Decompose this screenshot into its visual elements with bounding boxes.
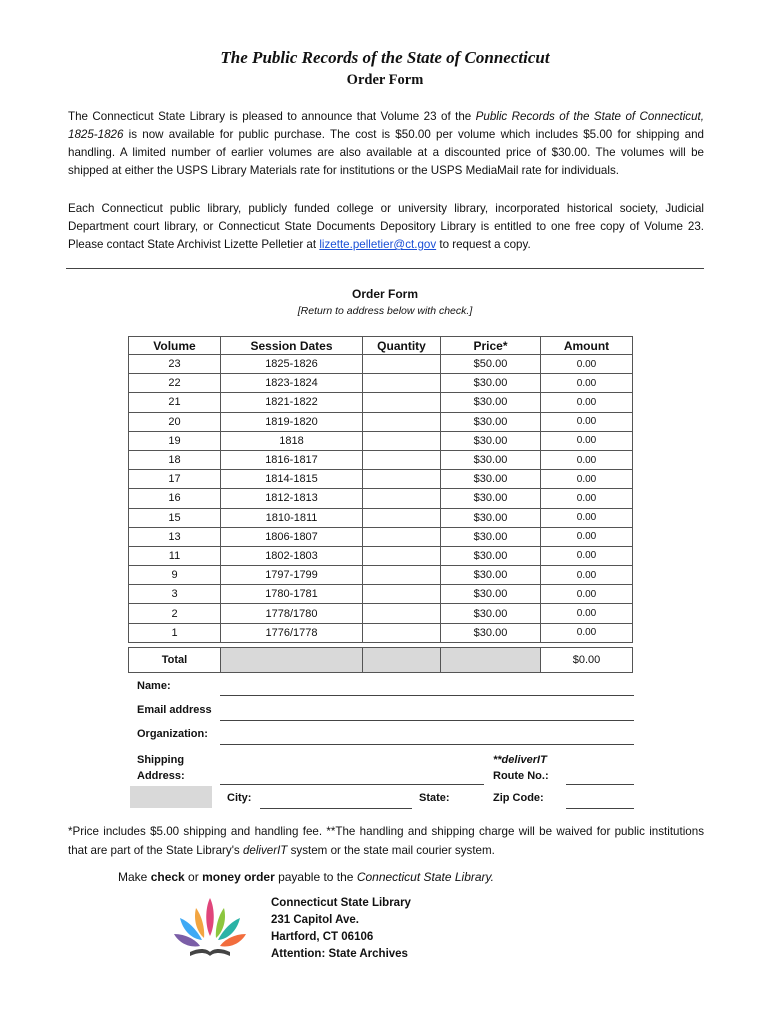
intro-paragraph-1 xyxy=(68,108,704,180)
quantity-cell[interactable] xyxy=(363,623,441,642)
amount-cell: 0.00 xyxy=(541,412,633,431)
email-label: Email address xyxy=(137,704,212,716)
quantity-cell[interactable] xyxy=(363,566,441,585)
price-cell: $30.00 xyxy=(441,489,541,508)
deliverit-name: deliverIT xyxy=(242,844,288,857)
amount-cell: 0.00 xyxy=(541,527,633,546)
amount-cell: 0.00 xyxy=(541,450,633,469)
shipping-address-field[interactable] xyxy=(220,784,484,785)
volume-cell: 1 xyxy=(129,623,221,642)
volume-cell: 19 xyxy=(129,431,221,450)
session-dates-cell: 1814-1815 xyxy=(221,470,363,489)
session-dates-cell: 1802-1803 xyxy=(221,546,363,565)
table-header-row xyxy=(129,337,633,355)
intro-paragraph-2 xyxy=(68,200,704,254)
price-cell: $30.00 xyxy=(441,374,541,393)
amount-cell: 0.00 xyxy=(541,489,633,508)
column-header-volume: Volume xyxy=(129,337,221,355)
intro-text: Each Connecticut public library, publicly funded college or university library, incorporated historical society, Judicial Department court library, or Connecticut State Documents Depository Library is entitled to one free copy of Volume 23. Please contact State Archivist Lizette Pelletier at xyxy=(68,202,704,251)
session-dates-cell: 1810-1811 xyxy=(221,508,363,527)
amount-cell: 0.00 xyxy=(541,623,633,642)
volume-cell: 3 xyxy=(129,585,221,604)
price-cell: $30.00 xyxy=(441,508,541,527)
name-field[interactable] xyxy=(220,695,634,696)
column-header-quantity: Quantity xyxy=(363,337,441,355)
address-line: Attention: State Archives xyxy=(271,948,408,960)
shipping-label-line: Shipping xyxy=(137,754,185,766)
order-form-note: [Return to address below with check.] xyxy=(297,305,473,317)
volume-cell: 17 xyxy=(129,470,221,489)
payable-text: Make xyxy=(118,870,151,884)
volume-cell: 18 xyxy=(129,450,221,469)
quantity-cell[interactable] xyxy=(363,393,441,412)
volume-cell: 20 xyxy=(129,412,221,431)
total-amount: $0.00 xyxy=(541,647,633,672)
price-cell: $30.00 xyxy=(441,546,541,565)
section-divider xyxy=(66,268,704,269)
document-title: The Public Records of the State of Connecticut xyxy=(220,48,550,67)
table-row xyxy=(129,374,633,393)
address-line: Connecticut State Library xyxy=(271,897,411,909)
volume-cell: 22 xyxy=(129,374,221,393)
footnote-text: *Price includes $5.00 shipping and handling fee. **The handling and shipping charge will be waived for public institutions that are part of the State Library's xyxy=(68,825,704,857)
order-form-heading: Order Form xyxy=(351,287,418,301)
shipping-label-line: Address: xyxy=(137,770,185,782)
deliverit-label-line: Route No.: xyxy=(493,770,549,782)
logo-petal xyxy=(206,898,214,936)
city-label: City: xyxy=(227,792,252,804)
route-number-field[interactable] xyxy=(566,784,634,785)
total-blank-cell xyxy=(221,647,363,672)
name-label: Name: xyxy=(137,680,171,692)
footnote xyxy=(68,822,704,860)
deliverit-label xyxy=(493,752,549,784)
state-library-logo xyxy=(172,896,248,962)
quantity-cell[interactable] xyxy=(363,508,441,527)
table-row xyxy=(129,393,633,412)
payable-instructions xyxy=(118,870,494,884)
quantity-cell[interactable] xyxy=(363,412,441,431)
quantity-cell[interactable] xyxy=(363,374,441,393)
footnote-text: system or the state mail courier system. xyxy=(287,844,495,857)
table-row xyxy=(129,450,633,469)
table-row xyxy=(129,355,633,374)
payable-text: or xyxy=(184,870,203,884)
volume-cell: 21 xyxy=(129,393,221,412)
price-cell: $50.00 xyxy=(441,355,541,374)
intro-text: The Connecticut State Library is pleased to announce that Volume 23 of the xyxy=(68,110,476,123)
session-dates-cell: 1780-1781 xyxy=(221,585,363,604)
volume-cell: 9 xyxy=(129,566,221,585)
quantity-cell[interactable] xyxy=(363,546,441,565)
zip-code-label: Zip Code: xyxy=(493,792,544,804)
table-row xyxy=(129,412,633,431)
quantity-cell[interactable] xyxy=(363,489,441,508)
amount-cell: 0.00 xyxy=(541,393,633,412)
logo-book xyxy=(190,949,230,956)
amount-cell: 0.00 xyxy=(541,508,633,527)
column-header-amount: Amount xyxy=(541,337,633,355)
zip-code-field[interactable] xyxy=(566,808,634,809)
volume-cell: 16 xyxy=(129,489,221,508)
amount-cell: 0.00 xyxy=(541,470,633,489)
intro-text: is now available for public purchase. The cost is $50.00 per volume which includes $5.00 for shipping and handling. A limited number of earlier volumes are also available at a discounted price of $30.00. The volumes will be shipped at either the USPS Library Materials rate for institutions or the USPS MediaMail rate for individuals. xyxy=(68,128,704,177)
address-line: 231 Capitol Ave. xyxy=(271,914,359,926)
volume-cell: 11 xyxy=(129,546,221,565)
session-dates-cell: 1825-1826 xyxy=(221,355,363,374)
document-subtitle: Order Form xyxy=(346,72,424,88)
intro-text: to request a copy. xyxy=(436,238,531,251)
price-cell: $30.00 xyxy=(441,412,541,431)
table-row xyxy=(129,585,633,604)
table-row xyxy=(129,508,633,527)
quantity-cell[interactable] xyxy=(363,450,441,469)
quantity-cell[interactable] xyxy=(363,527,441,546)
amount-cell: 0.00 xyxy=(541,374,633,393)
table-row xyxy=(129,470,633,489)
session-dates-cell: 1823-1824 xyxy=(221,374,363,393)
price-cell: $30.00 xyxy=(441,604,541,623)
session-dates-cell: 1818 xyxy=(221,431,363,450)
session-dates-cell: 1819-1820 xyxy=(221,412,363,431)
quantity-cell[interactable] xyxy=(363,431,441,450)
price-cell: $30.00 xyxy=(441,470,541,489)
price-cell: $30.00 xyxy=(441,566,541,585)
quantity-cell[interactable] xyxy=(363,604,441,623)
quantity-cell[interactable] xyxy=(363,470,441,489)
table-row xyxy=(129,604,633,623)
amount-cell: 0.00 xyxy=(541,546,633,565)
column-header-session-dates: Session Dates xyxy=(221,337,363,355)
session-dates-cell: 1776/1778 xyxy=(221,623,363,642)
total-label: Total xyxy=(129,647,221,672)
amount-cell: 0.00 xyxy=(541,604,633,623)
payable-text: payable to the xyxy=(274,870,357,884)
quantity-cell[interactable] xyxy=(363,355,441,374)
volume-cell: 13 xyxy=(129,527,221,546)
publication-title: Public Records of the State of Connecticut, 1825-1826 xyxy=(68,110,704,141)
amount-cell: 0.00 xyxy=(541,585,633,604)
price-cell: $30.00 xyxy=(441,527,541,546)
state-label: State: xyxy=(419,792,450,804)
volume-cell: 15 xyxy=(129,508,221,527)
price-cell: $30.00 xyxy=(441,393,541,412)
table-row xyxy=(129,623,633,642)
column-header-price: Price* xyxy=(441,337,541,355)
total-row xyxy=(129,647,633,672)
grey-filler-cell xyxy=(130,786,212,808)
address-line: Hartford, CT 06106 xyxy=(271,931,374,943)
price-cell: $30.00 xyxy=(441,431,541,450)
organization-field[interactable] xyxy=(220,744,634,745)
amount-cell: 0.00 xyxy=(541,431,633,450)
payable-check: check xyxy=(150,870,185,884)
shipping-address-label xyxy=(137,752,185,784)
organization-label: Organization: xyxy=(137,728,208,740)
mailing-address xyxy=(271,895,411,963)
price-cell: $30.00 xyxy=(441,623,541,642)
payable-money-order: money order xyxy=(202,870,275,884)
table-row xyxy=(129,489,633,508)
payable-library: Connecticut State Library. xyxy=(356,870,494,884)
session-dates-cell: 1806-1807 xyxy=(221,527,363,546)
price-cell: $30.00 xyxy=(441,450,541,469)
table-row xyxy=(129,527,633,546)
table-row xyxy=(129,431,633,450)
session-dates-cell: 1778/1780 xyxy=(221,604,363,623)
quantity-cell[interactable] xyxy=(363,585,441,604)
volume-cell: 2 xyxy=(129,604,221,623)
table-row xyxy=(129,566,633,585)
total-blank-cell xyxy=(363,647,441,672)
volume-cell: 23 xyxy=(129,355,221,374)
amount-cell: 0.00 xyxy=(541,355,633,374)
price-cell: $30.00 xyxy=(441,585,541,604)
total-blank-cell xyxy=(441,647,541,672)
session-dates-cell: 1821-1822 xyxy=(221,393,363,412)
session-dates-cell: 1797-1799 xyxy=(221,566,363,585)
archivist-email-link[interactable]: lizette.pelletier@ct.gov xyxy=(319,238,437,251)
order-table xyxy=(128,336,633,673)
email-field[interactable] xyxy=(220,720,634,721)
session-dates-cell: 1812-1813 xyxy=(221,489,363,508)
table-row xyxy=(129,546,633,565)
session-dates-cell: 1816-1817 xyxy=(221,450,363,469)
deliverit-label-line: **deliverIT xyxy=(493,754,547,766)
amount-cell: 0.00 xyxy=(541,566,633,585)
city-field[interactable] xyxy=(260,808,412,809)
